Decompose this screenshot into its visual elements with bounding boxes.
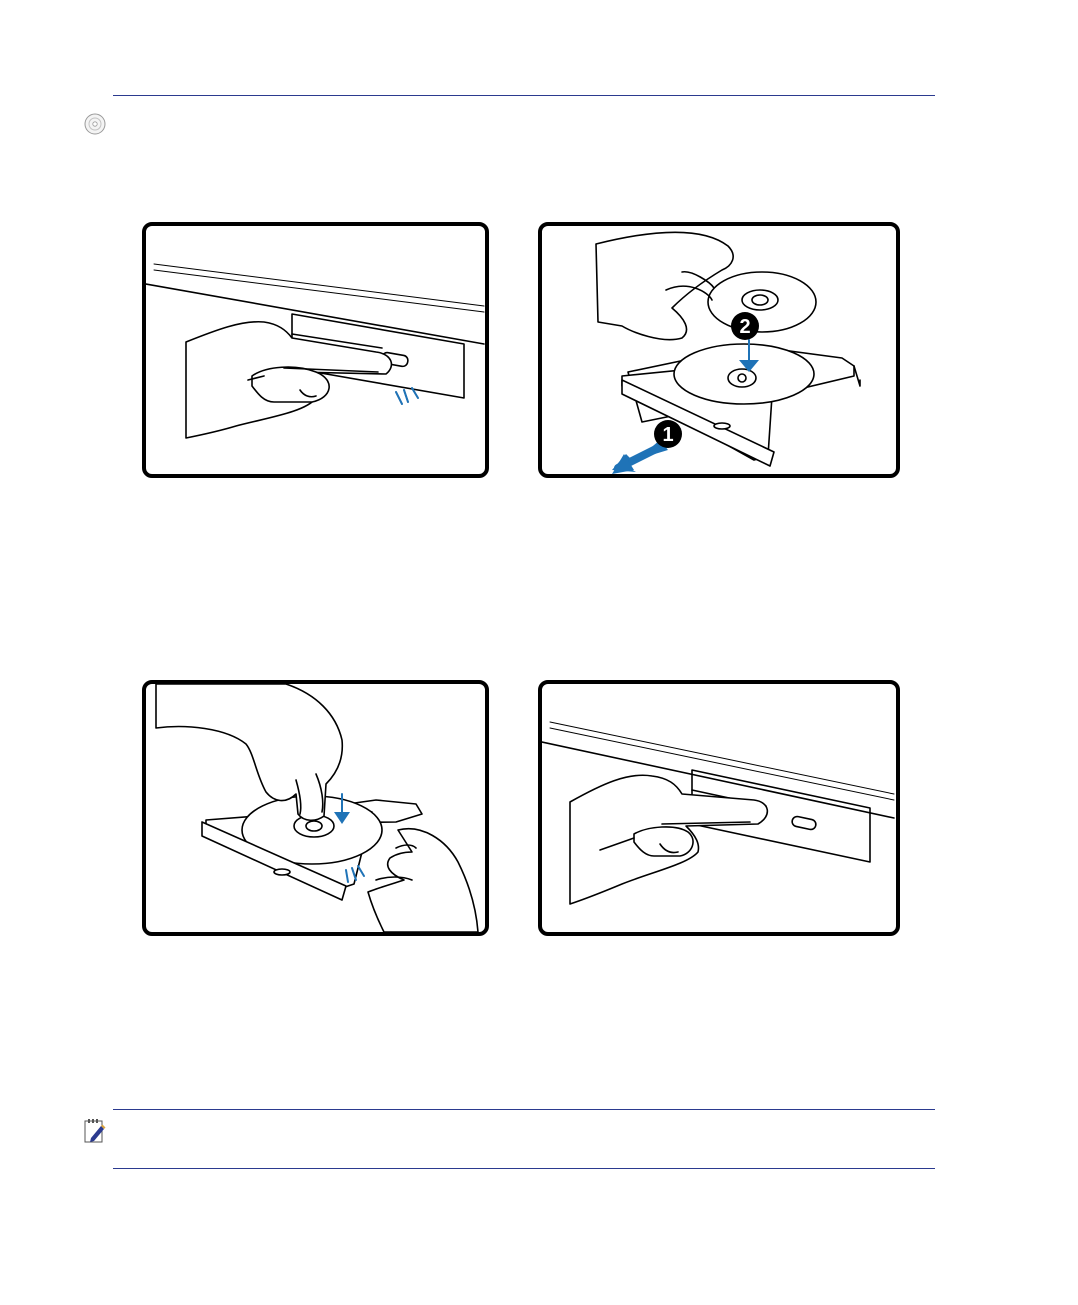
step-2-label: 2: [739, 316, 751, 338]
step-1-label: 1: [662, 424, 674, 446]
note-rule-bottom: [113, 1168, 935, 1169]
illustration-close-tray: [538, 680, 900, 936]
header-rule: [113, 95, 935, 96]
disc-icon: [84, 113, 106, 135]
illustration-remove-disc: [142, 680, 489, 936]
illustration-insert-disc: [538, 222, 900, 478]
note-rule-top: [113, 1109, 935, 1110]
illustration-press-eject: [142, 222, 489, 478]
note-icon: [83, 1118, 107, 1144]
